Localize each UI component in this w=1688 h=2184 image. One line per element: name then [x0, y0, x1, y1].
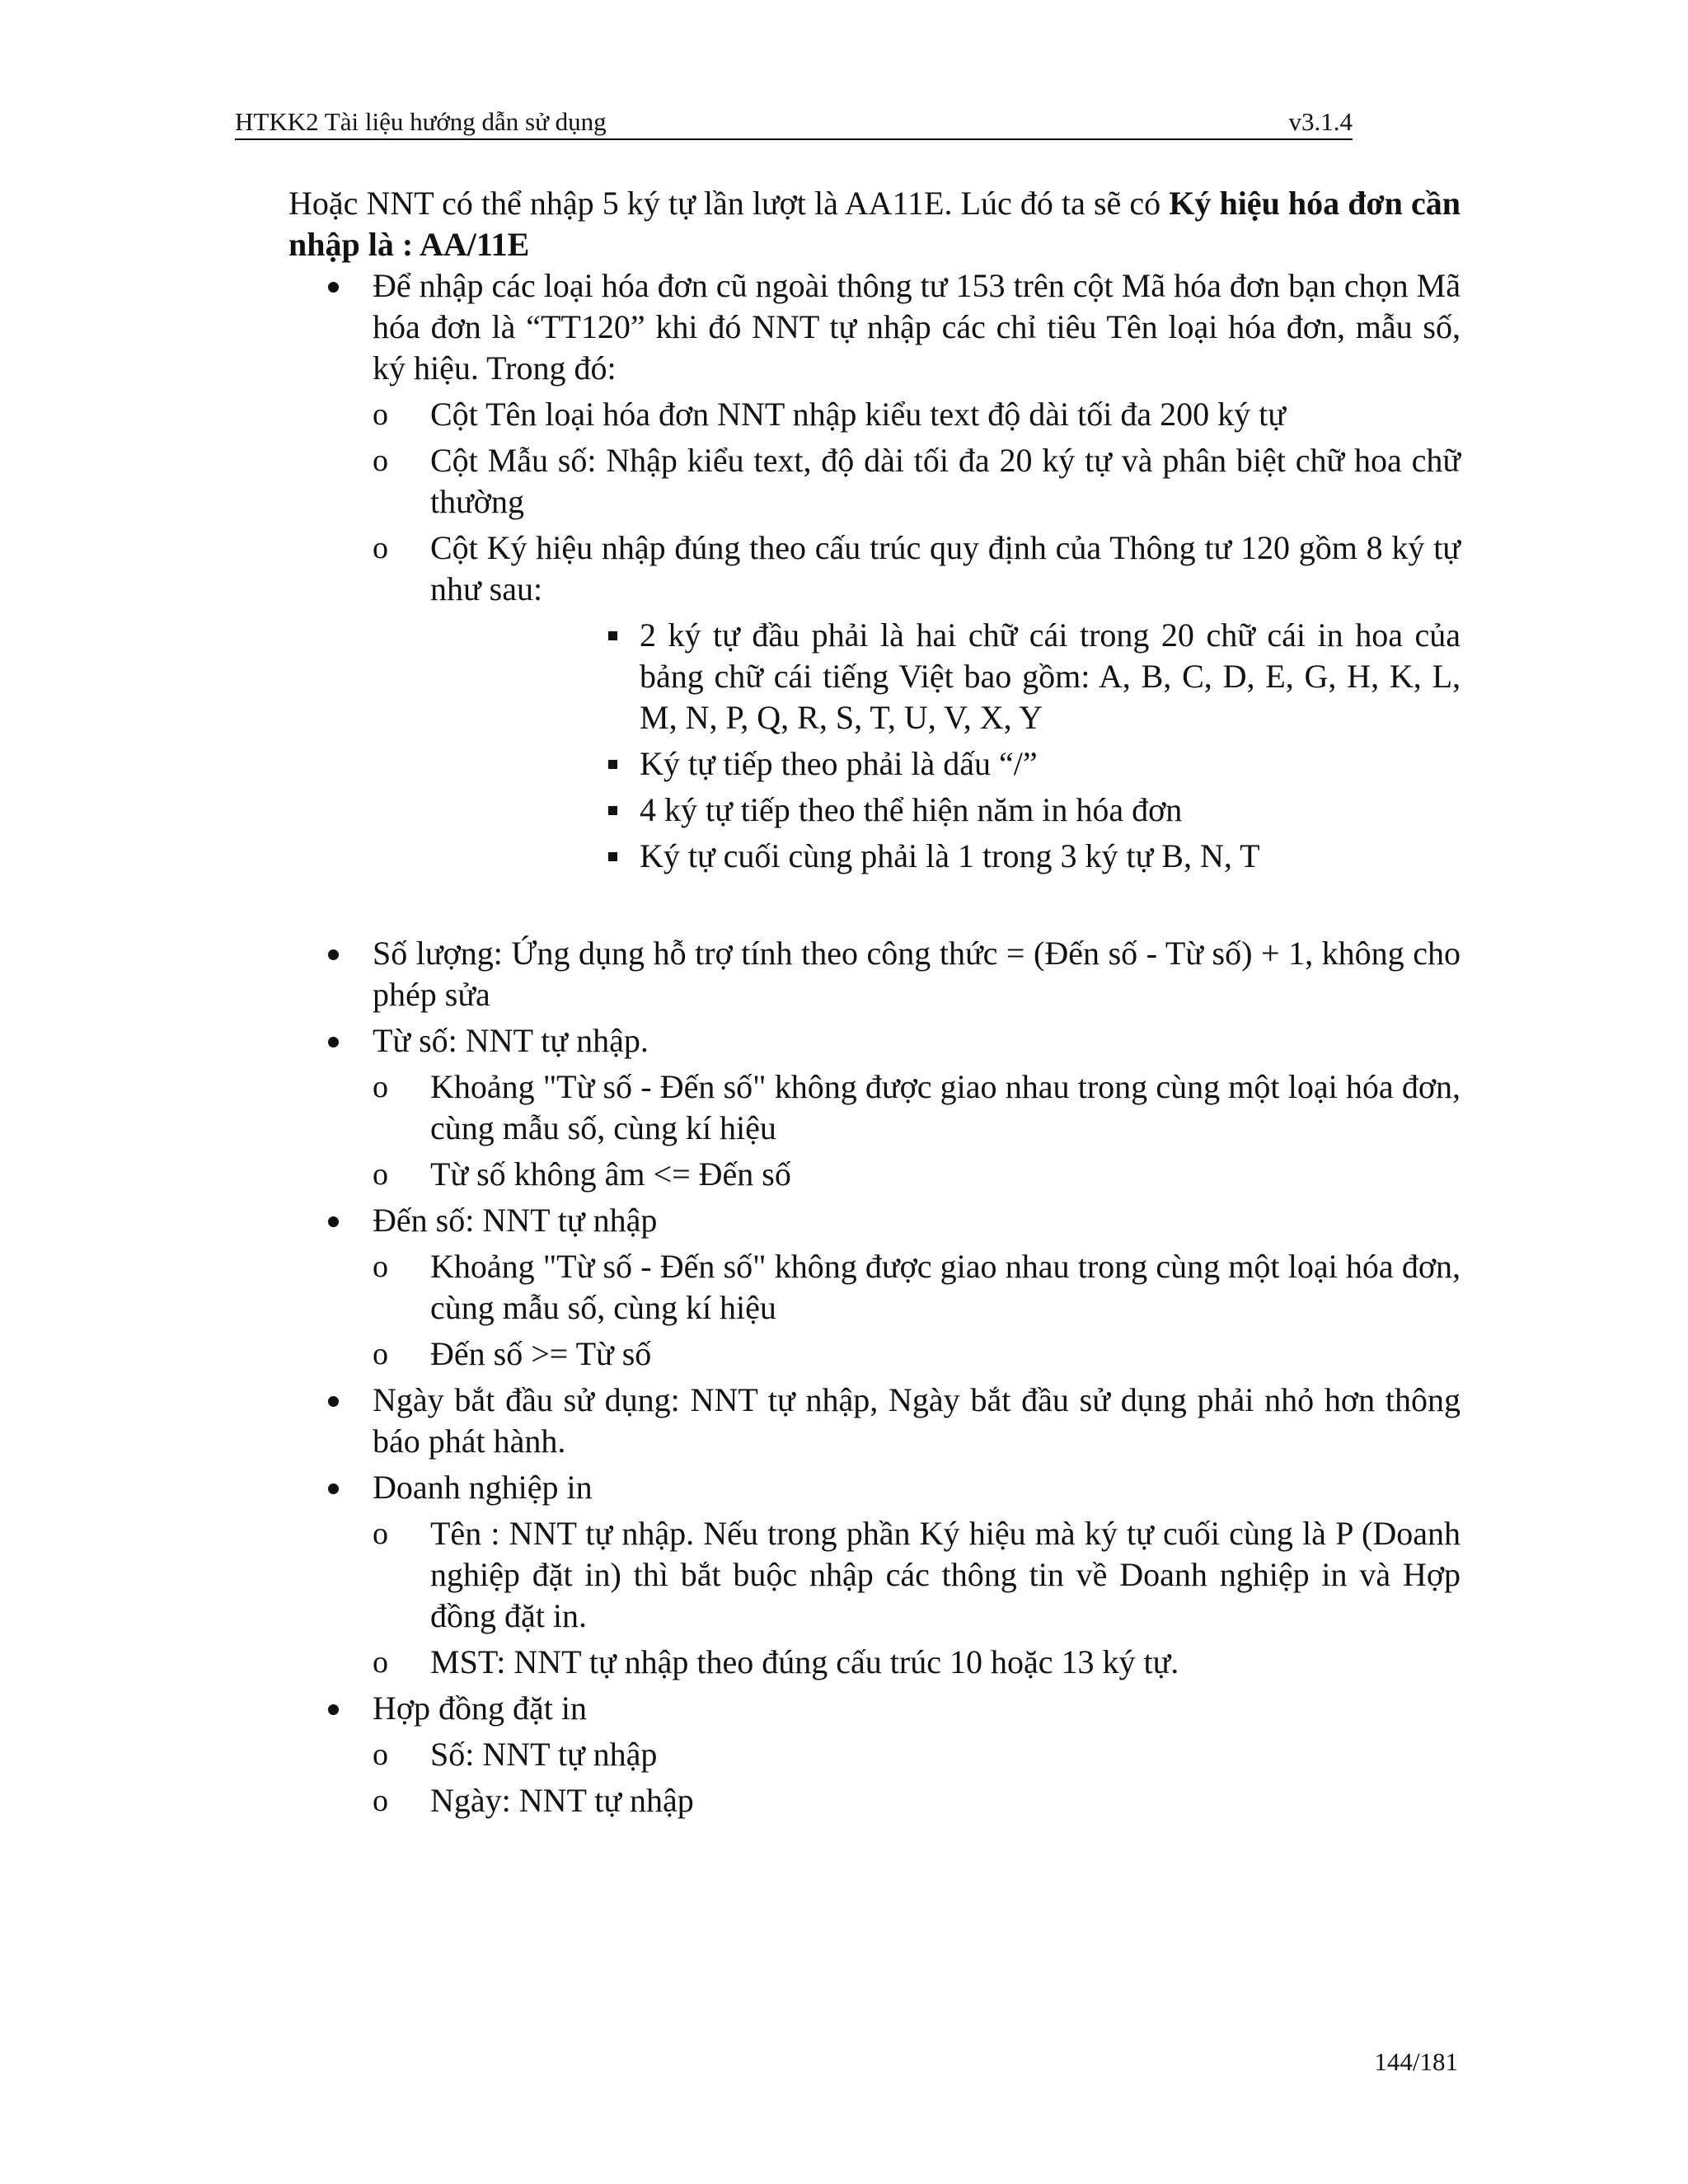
bullet-disc-icon	[328, 282, 339, 293]
sub-item	[373, 1246, 1461, 1329]
bullet-square-icon	[608, 631, 617, 640]
bullet-square-icon	[608, 760, 617, 769]
sub-item-text: Cột Ký hiệu nhập đúng theo cấu trúc quy định của Thông tư 120 gồm 8 ký tự như sau:	[430, 529, 1461, 607]
sub-item	[373, 394, 1461, 435]
item-text: Số lượng: Ứng dụng hỗ trợ tính theo công thức = (Đến số - Từ số) + 1, không cho phép sửa	[373, 935, 1461, 1013]
bullet-square-icon	[608, 852, 617, 861]
bullet-circle-icon: o	[373, 443, 388, 478]
rule-text: 4 ký tự tiếp theo thể hiện năm in hóa đơn	[640, 791, 1183, 828]
sub-item	[373, 527, 1461, 877]
bullet-circle-icon: o	[373, 1783, 388, 1818]
rule-text: Ký tự cuối cùng phải là 1 trong 3 ký tự B, N, T	[640, 837, 1260, 874]
bullet-disc-icon	[328, 1216, 339, 1227]
sub-item-text: Đến số >= Từ số	[430, 1335, 652, 1372]
rule-item	[608, 743, 1461, 785]
document-body	[288, 183, 1461, 1826]
sub-list	[373, 1246, 1461, 1375]
list-item-tu-so	[288, 1020, 1461, 1195]
bullet-circle-icon: o	[373, 1516, 388, 1551]
sub-item-text: Cột Mẫu số: Nhập kiểu text, độ dài tối đa 20 ký tự và phân biệt chữ hoa chữ thường	[430, 442, 1461, 520]
sub-item	[373, 1066, 1461, 1149]
rule-item	[608, 836, 1461, 877]
list-item-so-luong	[288, 933, 1461, 1015]
bullet-disc-icon	[328, 1037, 339, 1047]
rule-item	[608, 615, 1461, 738]
main-list	[288, 265, 1461, 1821]
sub-item	[373, 1642, 1461, 1683]
sub-item-text: MST: NNT tự nhập theo đúng cấu trúc 10 hoặc 13 ký tự.	[430, 1643, 1179, 1680]
sub-list	[373, 1734, 1461, 1821]
sub-item	[373, 440, 1461, 523]
item-text: Doanh nghiệp in	[373, 1469, 593, 1506]
sub-item	[373, 1780, 1461, 1821]
sub-item	[373, 1513, 1461, 1637]
sub-list	[373, 394, 1461, 877]
bullet-circle-icon: o	[373, 1737, 388, 1772]
intro-paragraph	[288, 183, 1461, 265]
sub-item-text: Tên : NNT tự nhập. Nếu trong phần Ký hiệu mà ký tự cuối cùng là P (Doanh nghiệp đặt in) thì bắt buộc nhập các thông tin về Doanh nghiệp in và Hợp đồng đặt in.	[430, 1515, 1461, 1634]
item-text: Đến số: NNT tự nhập	[373, 1202, 658, 1239]
bullet-circle-icon: o	[373, 1157, 388, 1192]
sub-item-text: Khoảng "Từ số - Đến số" không được giao nhau trong cùng một loại hóa đơn, cùng mẫu số, cùng kí hiệu	[430, 1248, 1461, 1326]
sub-item	[373, 1734, 1461, 1775]
sub-item-text: Số: NNT tự nhập	[430, 1736, 658, 1773]
bullet-circle-icon: o	[373, 531, 388, 565]
sub-list	[373, 1513, 1461, 1683]
page-header	[235, 105, 1353, 140]
bullet-disc-icon	[328, 1704, 339, 1715]
bullet-circle-icon: o	[373, 397, 388, 432]
sub-item-text: Từ số không âm <= Đến số	[430, 1155, 791, 1193]
rule-item	[608, 790, 1461, 831]
bullet-circle-icon: o	[373, 1070, 388, 1104]
sub-item	[373, 1333, 1461, 1375]
sub-item	[373, 1154, 1461, 1195]
list-item-den-so	[288, 1200, 1461, 1375]
sub-item-text: Ngày: NNT tự nhập	[430, 1782, 694, 1819]
page-number: 144/181	[1374, 2047, 1458, 2076]
item-text: Từ số: NNT tự nhập.	[373, 1022, 649, 1059]
bullet-square-icon	[608, 806, 617, 815]
intro-text: Hoặc NNT có thể nhập 5 ký tự lần lượt là AA11E. Lúc đó ta sẽ có	[288, 185, 1170, 222]
list-item-tt120	[288, 265, 1461, 928]
header-version: v3.1.4	[1288, 107, 1353, 136]
item-text: Để nhập các loại hóa đơn cũ ngoài thông tư 153 trên cột Mã hóa đơn bạn chọn Mã hóa đơn là “TT120” khi đó NNT tự nhập các chỉ tiêu Tên loại hóa đơn, mẫu số, ký hiệu. Trong đó:	[373, 267, 1461, 387]
item-text: Ngày bắt đầu sử dụng: NNT tự nhập, Ngày bắt đầu sử dụng phải nhỏ hơn thông báo phát hành.	[373, 1381, 1461, 1460]
bullet-disc-icon	[328, 1396, 339, 1407]
list-item-ngay-bat-dau	[288, 1380, 1461, 1462]
rule-text: Ký tự tiếp theo phải là dấu “/”	[640, 745, 1038, 782]
header-title: HTKK2 Tài liệu hướng dẫn sử dụng	[235, 107, 607, 136]
bullet-disc-icon	[328, 949, 339, 960]
sub-item-text: Khoảng "Từ số - Đến số" không được giao nhau trong cùng một loại hóa đơn, cùng mẫu số, cùng kí hiệu	[430, 1068, 1461, 1146]
item-text: Hợp đồng đặt in	[373, 1690, 588, 1727]
rule-list	[608, 615, 1461, 877]
bullet-circle-icon: o	[373, 1249, 388, 1284]
intro-bold-text: Ký hiệu hóa đơn cần nhập là : AA/11E	[288, 185, 1461, 263]
bullet-disc-icon	[328, 1483, 339, 1494]
rule-text: 2 ký tự đầu phải là hai chữ cái trong 20 chữ cái in hoa của bảng chữ cái tiếng Việt bao gồm: A, B, C, D, E, G, H, K, L, M, N, P, Q, R, S, T, U, V, X, Y	[640, 616, 1461, 736]
sub-list	[373, 1066, 1461, 1195]
blank-line	[373, 882, 1461, 928]
list-item-hop-dong-dat-in	[288, 1688, 1461, 1821]
bullet-circle-icon: o	[373, 1337, 388, 1371]
sub-item-text: Cột Tên loại hóa đơn NNT nhập kiểu text độ dài tối đa 200 ký tự	[430, 396, 1286, 433]
bullet-circle-icon: o	[373, 1645, 388, 1680]
list-item-doanh-nghiep-in	[288, 1467, 1461, 1683]
